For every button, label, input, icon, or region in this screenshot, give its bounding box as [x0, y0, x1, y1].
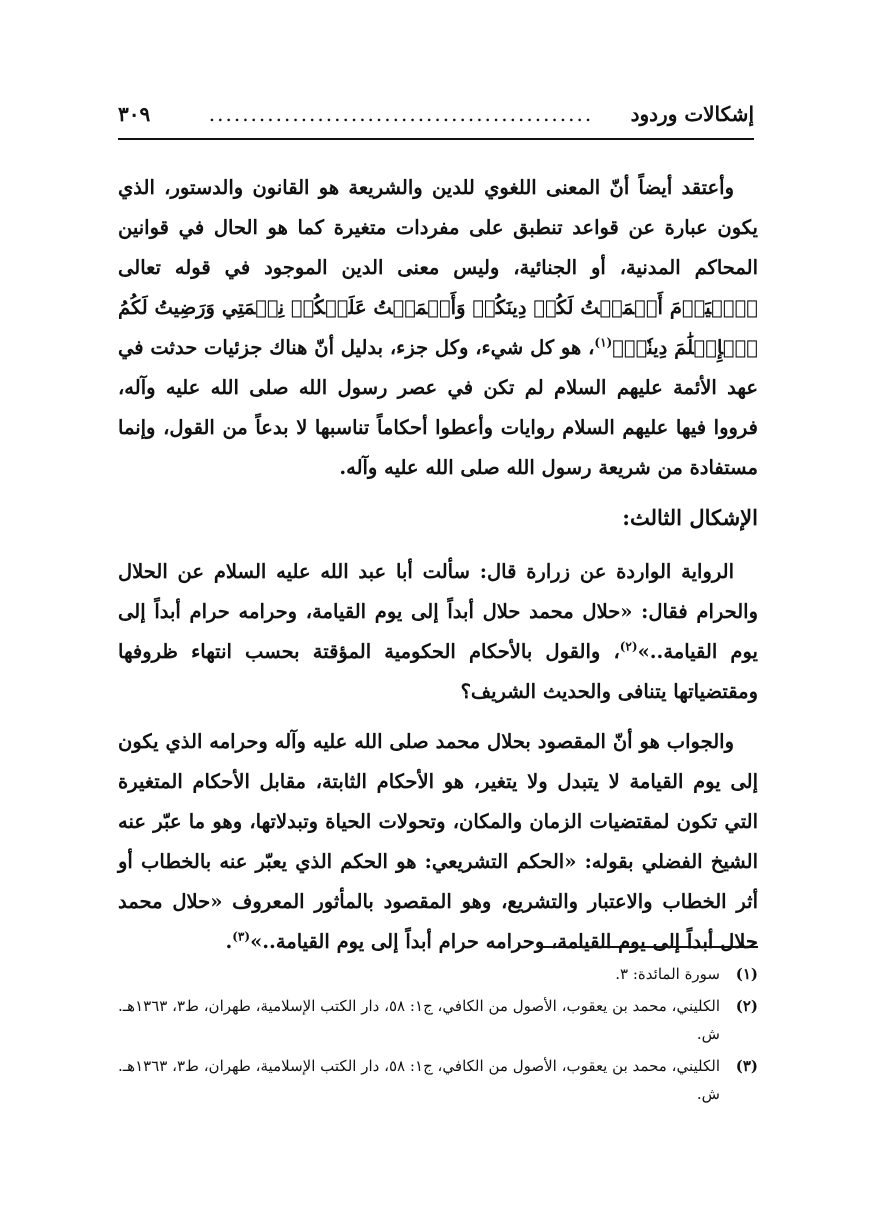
- main-text: [118, 168, 758, 972]
- footnote-number: (٣): [735, 1057, 758, 1075]
- paragraph-1-text-b: ، هو كل شيء، وكل جزء، بدليل أنّ هناك جزئيات حدثت في عهد الأئمة عليهم السلام لم تكن في عصر رسول الله صلى الله عليه وآله، فرووا فيها عليهم السلام روايات وأعطوا أحكاماً تناسبها لا بدعاً من القول، وإنما مستفادة من شريعة رسول الله صلى الله عليه وآله.: [118, 336, 758, 479]
- footnote-text: الكليني، محمد بن يعقوب، الأصول من الكافي، ج١: ٥٨، دار الكتب الإسلامية، طهران، ط٣، ١٣٦٣هـ. ش.: [118, 1057, 721, 1103]
- paragraph-3-text-a: والجواب هو أنّ المقصود بحلال محمد صلى الله عليه وآله وحرامه الذي يكون إلى يوم القيامة لا يتبدل ولا يتغير، هو الأحكام الثابتة، مقابل الأحكام المتغيرة التي تكون لمقتضيات الزمان والمكان، وتحولات الحياة وتبدلاتها، وهو ما عبّر عنه الشيخ الفضلي بقوله: «الحكم التشريعي: هو الحكم الذي يعبّر عنه بالخطاب أو أثر الخطاب والاعتبار والتشريع، وهو المقصود بالمأثور المعروف «حلال محمد حلال أبداً إلى يوم القيامة، وحرامه حرام أبداً إلى يوم القيامة..»: [118, 730, 758, 953]
- footnote-number: (١): [735, 965, 758, 983]
- footnote-ref-3: (٣): [232, 929, 251, 944]
- footnotes: [118, 946, 758, 1112]
- footnote-ref-2: (٢): [619, 639, 638, 654]
- footnote-number: (٢): [735, 997, 758, 1015]
- paragraph-3: [118, 722, 758, 962]
- paragraph-1: [118, 168, 758, 488]
- paragraph-2: [118, 552, 758, 712]
- footnote-3: [118, 1052, 758, 1108]
- footnote-2: [118, 992, 758, 1048]
- paragraph-2-text-b: ، والقول بالأحكام الحكومية المؤقتة بحسب انتهاء ظروفها ومقتضياتها يتنافى والحديث الشريف؟: [118, 640, 758, 703]
- paragraph-1-text-a: وأعتقد أيضاً أنّ المعنى اللغوي للدين والشريعة هو القانون والدستور، الذي يكون عبارة عن قواعد تنطبق على مفردات متغيرة كما هو الحال في قوانين المحاكم المدنية، أو الجنائية، وليس معنى الدين الموجود في قوله تعالى: [118, 176, 758, 279]
- paragraph-3-text-b: .: [225, 930, 233, 953]
- footnote-text: سورة المائدة: ٣.: [615, 965, 720, 983]
- quran-verse: ﴿ٱلۡيَوۡمَ أَكۡمَلۡتُ لَكُمۡ دِينَكُمۡ وَأَتۡمَمۡتُ عَلَيۡكُمۡ نِعۡمَتِي وَرَضِيتُ لَكُمُ ٱلۡإِسۡلَٰمَ دِينٗاۚ﴾: [118, 296, 758, 359]
- footnote-ref-1: (١): [594, 335, 613, 350]
- footnote-text: الكليني، محمد بن يعقوب، الأصول من الكافي، ج١: ٥٨، دار الكتب الإسلامية، طهران، ط٣، ١٣٦٣هـ. ش.: [118, 997, 721, 1043]
- header-title: إشكالات وردود: [630, 102, 754, 126]
- header-leader-dots: ..............................................: [208, 102, 594, 126]
- page-number: ٣٠٩: [118, 102, 151, 126]
- footnote-separator: [540, 946, 758, 948]
- section-heading: الإشكال الثالث:: [622, 505, 758, 530]
- running-header: [118, 98, 754, 140]
- footnote-1: [118, 960, 758, 988]
- paragraph-2-text-a: الرواية الواردة عن زرارة قال: سألت أبا عبد الله عليه السلام عن الحلال والحرام فقال: «حلال محمد حلال أبداً إلى يوم القيامة، وحرامه حرام أبداً إلى يوم القيامة..»: [118, 560, 758, 663]
